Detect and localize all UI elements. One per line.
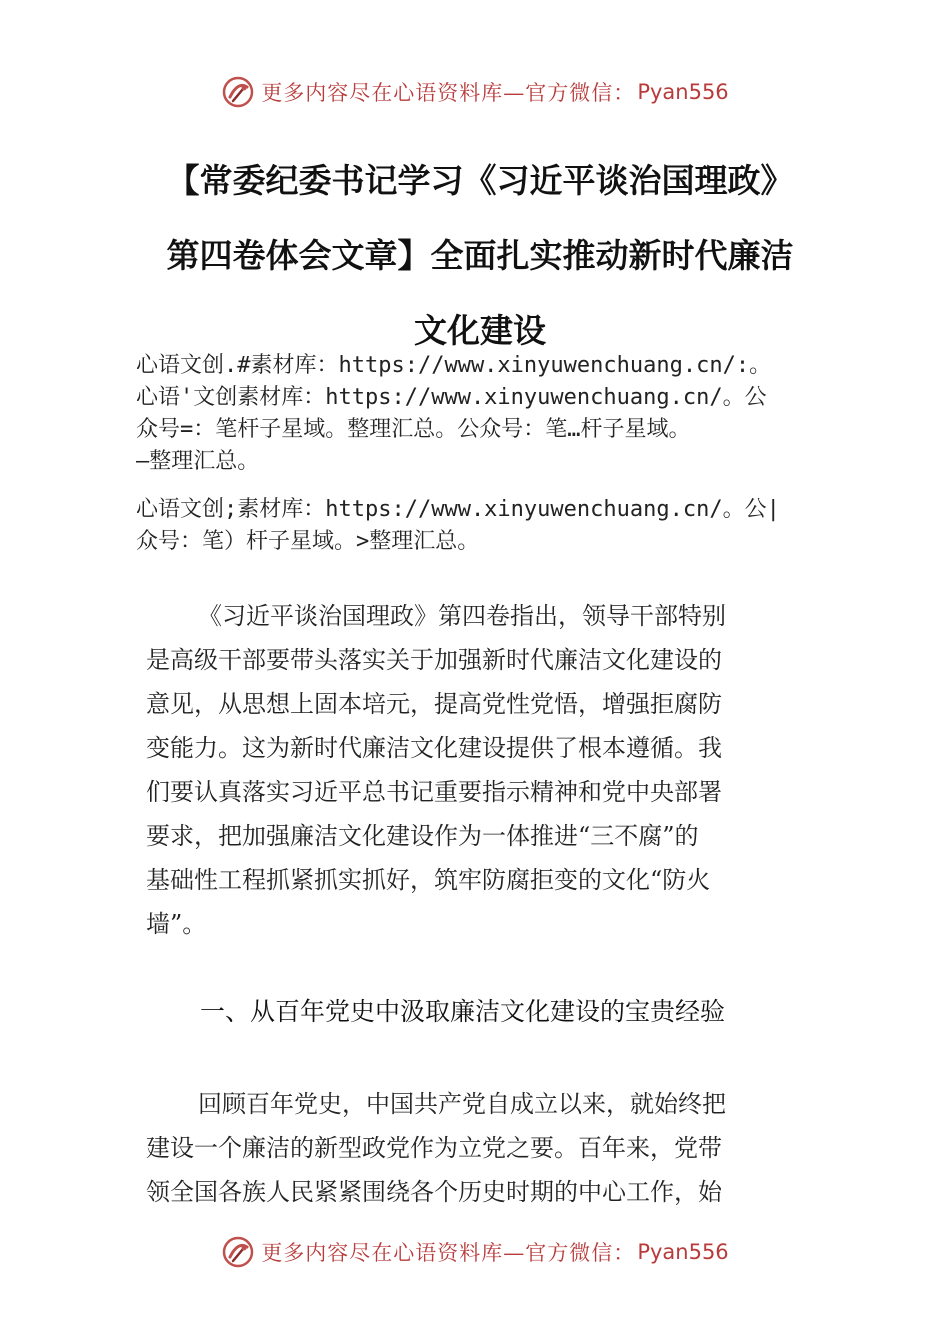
paragraph-line: 们要认真落实习近平总书记重要指示精神和党中央部署: [146, 778, 722, 806]
watermark-block-1: [136, 350, 836, 478]
document-title-line-1: 【常委纪委书记学习《习近平谈治国理政》: [166, 161, 794, 200]
banner-wechat-id: Pyan556: [637, 80, 729, 104]
watermark-line: 心语文创.#素材库：https://www.xinyuwenchuang.cn/:。: [136, 353, 772, 378]
paragraph-line: 意见，从思想上固本培元，提高党性党悟，增强拒腐防: [146, 690, 722, 718]
body-paragraph-2: [146, 1082, 816, 1214]
paragraph-line: 基础性工程抓紧抓实抓好，筑牢防腐拒变的文化“防火: [146, 866, 711, 894]
paragraph-line: 墙”。: [146, 910, 207, 938]
header-banner: [0, 72, 950, 112]
watermark-line: 心语'文创素材库：https://www.xinyuwenchuang.cn/。公: [136, 385, 767, 410]
watermark-line: 心语文创;素材库：https://www.xinyuwenchuang.cn/。公|: [136, 497, 780, 522]
paragraph-line: 是高级干部要带头落实关于加强新时代廉洁文化建设的: [146, 646, 722, 674]
watermark-line: —整理汇总。: [136, 449, 260, 474]
paragraph-line: 变能力。这为新时代廉洁文化建设提供了根本遵循。我: [146, 734, 722, 762]
document-title-line-3: 文化建设: [414, 311, 546, 350]
banner-text: 更多内容尽在心语资料库—官方微信：: [261, 1241, 636, 1265]
section-heading: 一、从百年党史中汲取廉洁文化建设的宝贵经验: [200, 997, 726, 1026]
body-paragraph-1: [146, 594, 816, 946]
brand-logo-icon: [221, 1235, 255, 1269]
brand-logo-icon: [221, 75, 255, 109]
document-title-line-2: 第四卷体会文章】全面扎实推动新时代廉洁: [166, 236, 794, 275]
banner-text: 更多内容尽在心语资料库—官方微信：: [261, 81, 636, 105]
paragraph-line: 建设一个廉洁的新型政党作为立党之要。百年来，党带: [146, 1134, 722, 1162]
paragraph-line: 领全国各族人民紧紧围绕各个历史时期的中心工作，始: [146, 1178, 722, 1206]
footer-banner: [0, 1232, 950, 1272]
watermark-line: 众号=：笔杆子星域。整理汇总。公众号：笔…杆子星域。: [136, 417, 691, 442]
banner-wechat-id: Pyan556: [637, 1240, 729, 1264]
watermark-line: 众号：笔）杆子星域。>整理汇总。: [136, 529, 480, 554]
paragraph-line: 《习近平谈治国理政》第四卷指出，领导干部特别: [198, 602, 726, 630]
paragraph-line: 回顾百年党史，中国共产党自成立以来，就始终把: [198, 1090, 726, 1118]
paragraph-line: 要求，把加强廉洁文化建设作为一体推进“三不腐”的: [146, 822, 699, 850]
watermark-block-2: [136, 494, 836, 558]
